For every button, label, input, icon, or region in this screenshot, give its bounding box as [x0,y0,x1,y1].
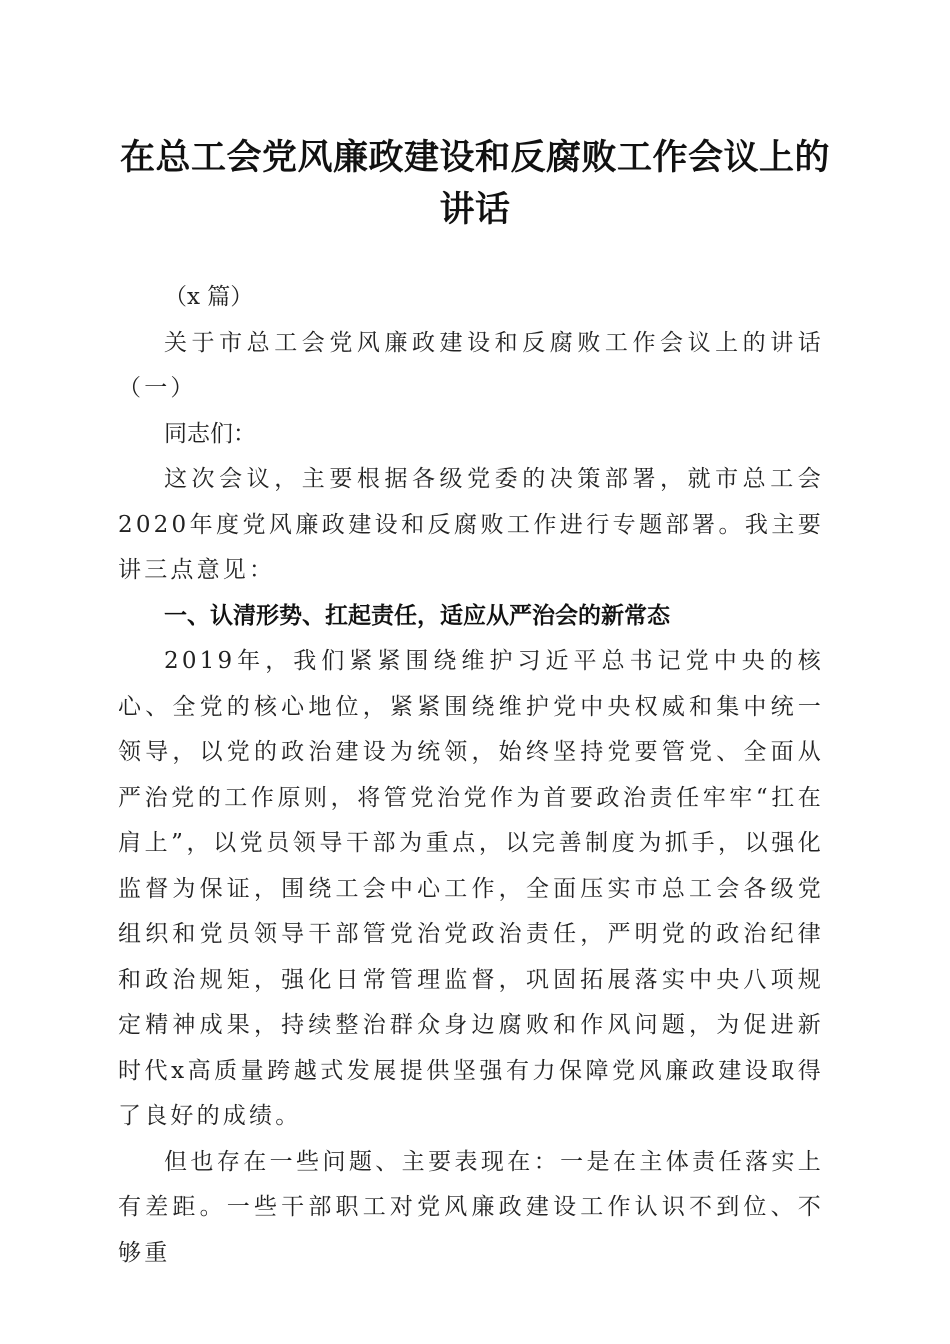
salutation: 同志们： [164,420,256,447]
document-title [100,132,850,236]
article-number: （x 篇） [164,284,254,310]
intro-paragraph: 这次会议，主要根据各级党委的决策部署，就市总工会2020年度党风廉政建设和反腐败工作进行专题部署。我主要讲三点意见： [118,466,824,583]
document-body [118,275,824,1276]
body-paragraph: 2019年，我们紧紧围绕维护习近平总书记党中央的核心、全党的核心地位，紧紧围绕维护党中央权威和集中统一领导，以党的政治建设为统领，始终坚持党要管党、全面从严治党的工作原则，将管党治党作为首要政治责任牢牢“扛在肩上”，以党员领导干部为重点，以完善制度为抓手，以强化监督为保证，围绕工会中心工作，全面压实市总工会各级党组织和党员领导干部管党治党政治责任，严明党的政治纪律和政治规矩，强化日常管理监督，巩固拓展落实中央八项规定精神成果，持续整治群众身边腐败和作风问题，为促进新时代x高质量跨越式发展提供坚强有力保障党风廉政建设取得了良好的成绩。 [118,648,824,1129]
body-paragraph: 但也存在一些问题、主要表现在：一是在主体责任落实上有差距。一些干部职工对党风廉政建设工作认识不到位、不够重 [118,1148,824,1266]
subtitle-paragraph: 关于市总工会党风廉政建设和反腐败工作会议上的讲话（一） [118,329,824,401]
title-line-2: 讲话 [439,189,511,230]
section-heading-1: 一、认清形势、扛起责任，适应从严治会的新常态 [164,602,670,629]
title-line-1: 在总工会党风廉政建设和反腐败工作会议上的 [119,137,830,178]
